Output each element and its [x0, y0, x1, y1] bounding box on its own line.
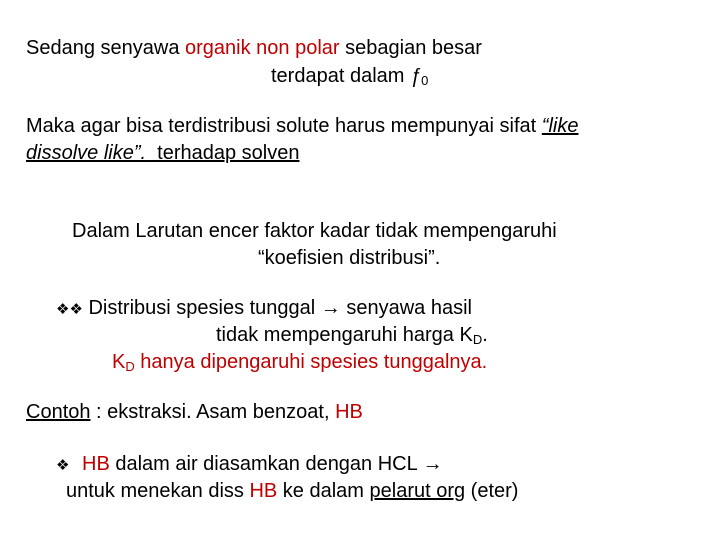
phase-subscript: 0 [421, 73, 429, 88]
like-text: “like [541, 115, 579, 137]
diamond-bullet-icon: ❖❖ [56, 301, 83, 318]
diamond-bullet-icon: ❖ [56, 457, 70, 474]
hb-text: HB [249, 480, 278, 502]
text: sebagian besar [339, 37, 482, 59]
hb-text: HB [82, 453, 110, 475]
paragraph-3-line-2 [258, 246, 440, 270]
text: (eter) [465, 480, 519, 502]
paragraph-2-line-1 [26, 114, 578, 138]
paragraph-1-line-1 [26, 36, 482, 60]
text: untuk menekan diss [66, 480, 250, 502]
text: K [112, 351, 126, 373]
arrow-right-icon: → [320, 297, 341, 319]
text: Maka agar bisa terdistribusi solute harus mempunyai sifat [26, 115, 542, 137]
text: senyawa hasil [340, 297, 472, 319]
phase-symbol: ƒ [409, 65, 422, 87]
text: ke dalam [277, 480, 370, 502]
subscript: D [125, 359, 135, 374]
text: hanya dipengaruhi spesies tunggalnya. [134, 351, 488, 373]
text: Dalam Larutan encer faktor kadar tidak mempengaruhi [72, 220, 557, 242]
paragraph-4-line-3 [112, 350, 487, 374]
paragraph-4-line-2 [216, 323, 488, 347]
paragraph-6-line-1 [56, 452, 443, 478]
hb-text: HB [335, 401, 363, 423]
terhadap-solven-text: terhadap solven [146, 142, 300, 164]
text: : ekstraksi. Asam benzoat, [90, 401, 336, 423]
paragraph-2-line-2 [26, 141, 299, 165]
paragraph-1-line-2 [271, 64, 428, 88]
paragraph-3-line-1 [72, 219, 557, 243]
contoh-label: Contoh [26, 401, 91, 423]
organik-non-polar-text: organik non polar [185, 37, 340, 59]
paragraph-6-line-2 [66, 479, 518, 503]
subscript: D [472, 332, 483, 347]
text: Sedang senyawa [26, 37, 186, 59]
text: terdapat dalam [271, 65, 410, 87]
text: “koefisien distribusi”. [258, 247, 441, 269]
pelarut-org-text: pelarut org [369, 480, 466, 502]
text: tidak mempengaruhi harga K [216, 324, 473, 346]
text: Distribusi spesies tunggal [82, 297, 321, 319]
text: . [482, 324, 488, 346]
paragraph-4-line-1 [56, 296, 472, 322]
paragraph-5-line-1 [26, 400, 363, 424]
arrow-right-icon: → [422, 453, 443, 475]
text: dalam air diasamkan dengan HCL [109, 453, 423, 475]
dissolve-like-text: dissolve like”. [26, 142, 147, 164]
